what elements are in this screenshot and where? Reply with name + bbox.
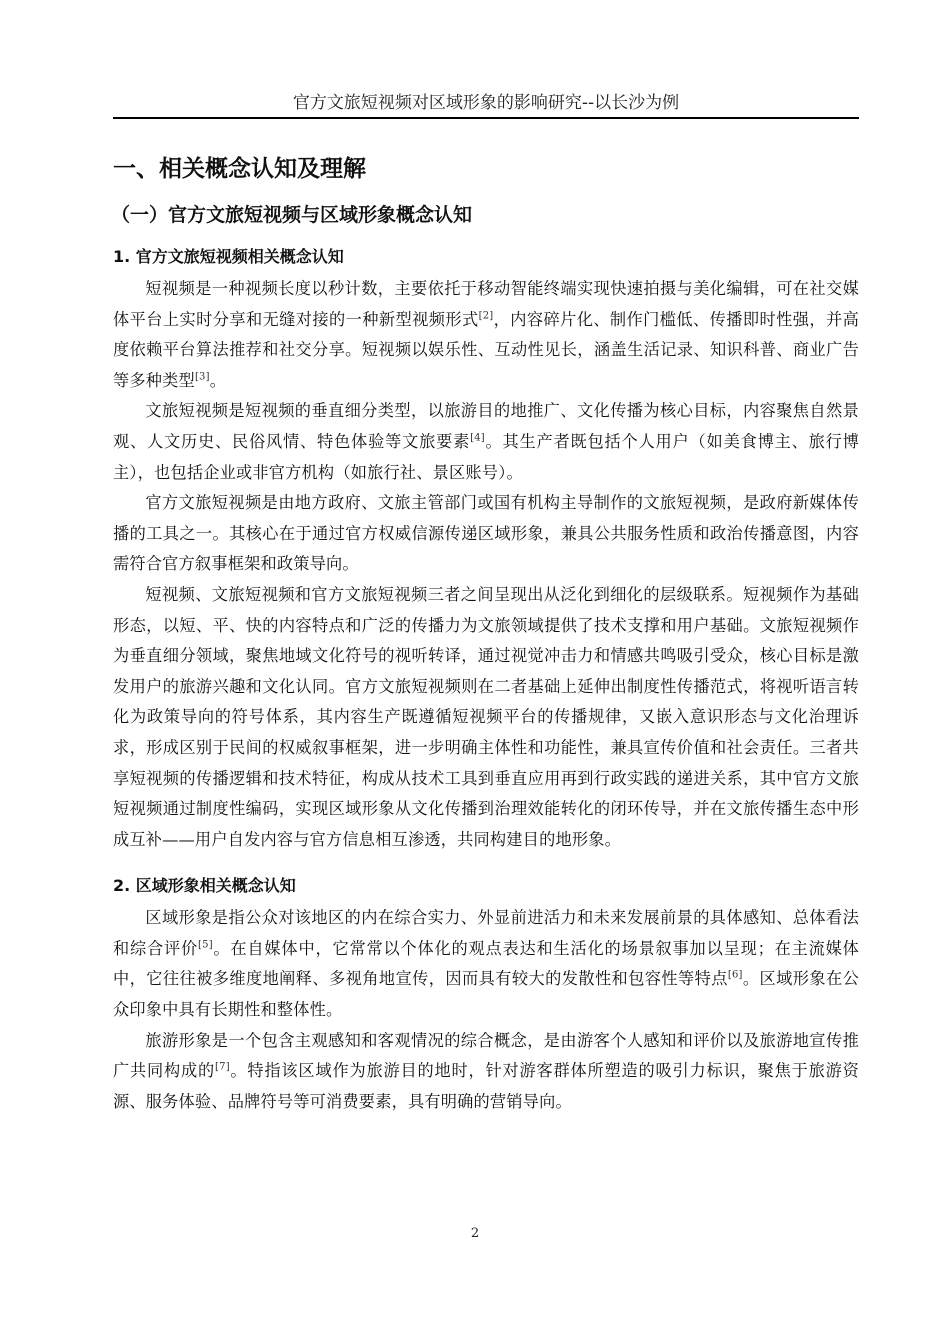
citation: [7] [215, 1061, 230, 1073]
paragraph [113, 903, 859, 1025]
paragraph-text: 短视频是一种视频长度以秒计数，主要依托于移动智能终端实现快速拍摄与美化编辑，可在社交媒体平台上实时分享和无缝对接的一种新型视频形式 [113, 279, 859, 329]
citation: [5] [198, 939, 213, 951]
citation: [3] [194, 371, 210, 383]
section-heading: 一、相关概念认知及理解 [113, 156, 366, 182]
citation: [2] [478, 310, 494, 322]
paragraph [113, 1026, 859, 1118]
page-content [113, 140, 859, 1117]
running-header: 官方文旅短视频对区域形象的影响研究--以长沙为例 [292, 93, 680, 113]
paragraph-text: 。区域形象在公众印象中具有长期性和整体性。 [113, 969, 859, 1020]
subsection-heading: （一）官方文旅短视频与区域形象概念认知 [111, 204, 473, 226]
citation: [6] [727, 970, 743, 982]
paragraph-text: 。其生产者既包括个人用户（如美食博主、旅行博主），也包括企业或非官方机构（如旅行社、景区账号）。 [113, 431, 859, 482]
paragraph: 官方文旅短视频是由地方政府、文旅主管部门或国有机构主导制作的文旅短视频，是政府新媒体传播的工具之一。其核心在于通过官方权威信源传递区域形象，兼具公共服务性质和政治传播意图，内容需符合官方叙事框架和政策导向。 [113, 493, 859, 574]
paragraph-text: 。特指该区域作为旅游目的地时，针对游客群体所塑造的吸引力标识，聚焦于旅游资源、服务体验、品牌符号等可消费要素，具有明确的营销导向。 [113, 1061, 859, 1111]
paragraph: 短视频、文旅短视频和官方文旅短视频三者之间呈现出从泛化到细化的层级联系。短视频作为基础形态，以短、平、快的内容特点和广泛的传播力为文旅领域提供了技术支撑和用户基础。文旅短视频作为垂直细分领域，聚焦地域文化符号的视听转译，通过视觉冲击力和情感共鸣吸引受众，核心目标是激发用户的旅游兴趣和文化认同。官方文旅短视频则在二者基础上延伸出制度性传播范式，将视听语言转化为政策导向的符号体系，其内容生产既遵循短视频平台的传播规律，又嵌入意识形态与文化治理诉求，形成区别于民间的权威叙事框架，进一步明确主体性和功能性，兼具宣传价值和社会责任。三者共享短视频的传播逻辑和技术特征，构成从技术工具到垂直应用再到行政实践的递进关系，其中官方文旅短视频通过制度性编码，实现区域形象从文化传播到治理效能转化的闭环传导，并在文旅传播生态中形成互补——用户自发内容与官方信息相互渗透，共同构建目的地形象。 [113, 584, 859, 849]
paragraph-text: 旅游形象是一个包含主观感知和客观情况的综合概念，是由游客个人感知和评价以及旅游地宣传推广共同构成的 [113, 1030, 859, 1081]
part1-heading: 1. 官方文旅短视频相关概念认知 [113, 247, 344, 266]
paragraph-text: ，内容碎片化、制作门槛低、传播即时性强，并高度依赖平台算法推荐和社交分享。短视频以娱乐性、互动性见长，涵盖生活记录、知识科普、商业广告等多种类型 [113, 309, 859, 390]
part2-heading: 2. 区域形象相关概念认知 [113, 876, 296, 896]
paragraph [113, 396, 859, 488]
citation: [4] [470, 432, 485, 444]
paragraph-text: 区域形象是指公众对该地区的内在综合实力、外显前进活力和未来发展前景的具体感知、总体看法和综合评价 [113, 908, 859, 958]
paragraph-text: 文旅短视频是短视频的垂直细分类型，以旅游目的地推广、文化传播为核心目标，内容聚焦自然景观、人文历史、民俗风情、特色体验等文旅要素 [113, 401, 859, 451]
paragraph [113, 274, 859, 396]
page-number: 2 [470, 1226, 480, 1241]
paragraph-text: 。 [209, 370, 227, 390]
paragraph-text: 。在自媒体中，它常常以个体化的观点表达和生活化的场景叙事加以呈现；在主流媒体中，它往往被多维度地阐释、多视角地宣传，因而具有较大的发散性和包容性等特点 [113, 938, 859, 989]
header-rule [113, 117, 859, 119]
